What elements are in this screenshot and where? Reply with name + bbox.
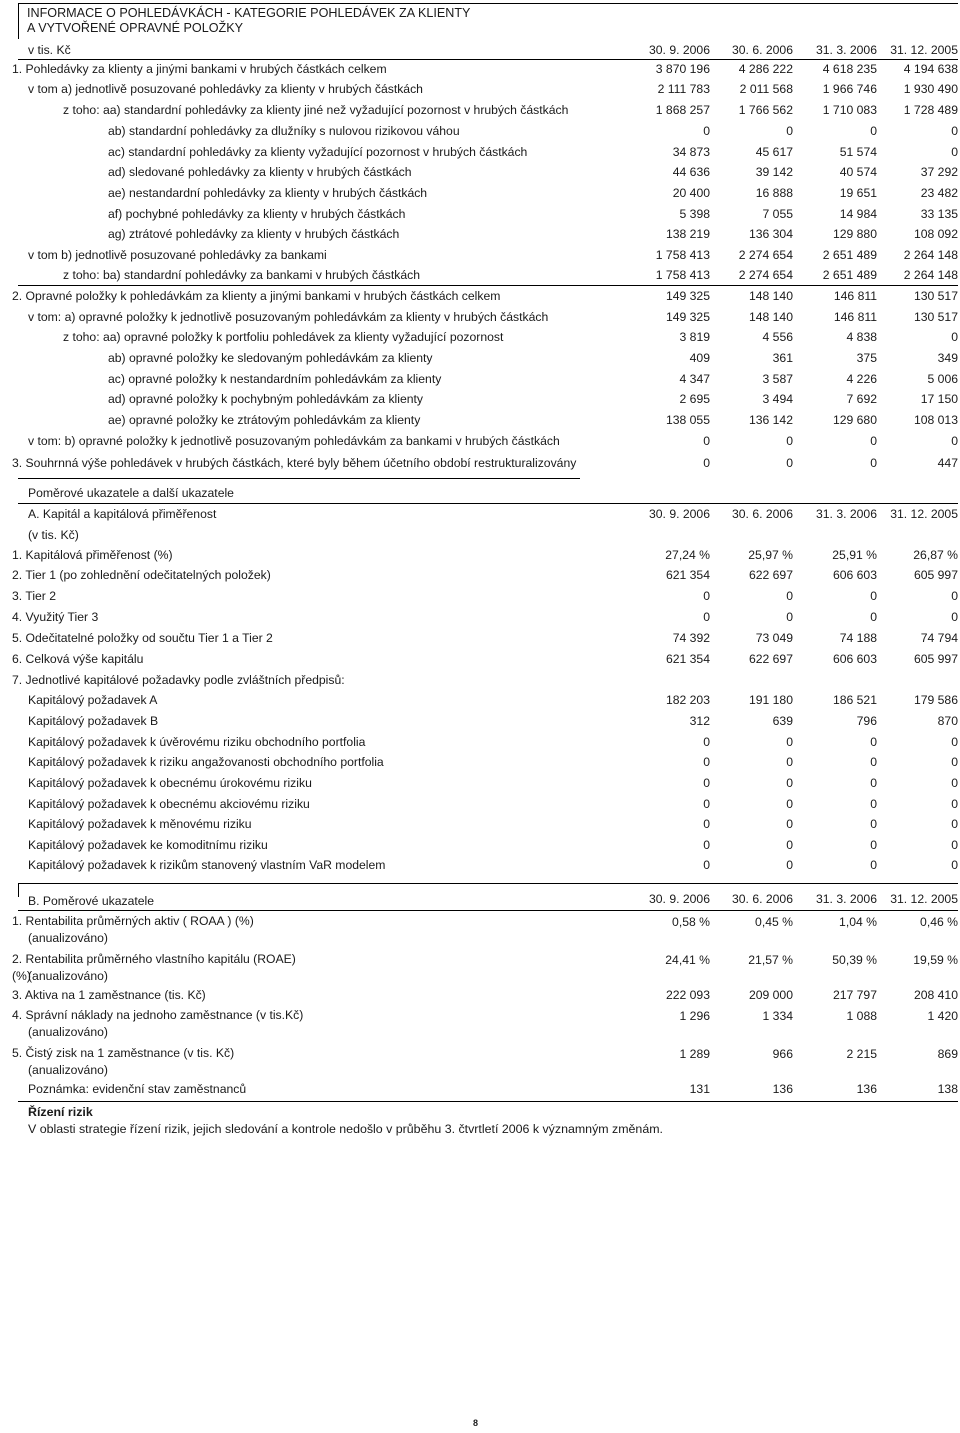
cell-value: 222 093	[665, 988, 710, 1002]
cell-value: 0	[951, 434, 958, 448]
row-label: 3. Tier 2	[12, 589, 57, 603]
capital-section-title-row	[0, 483, 960, 503]
cell-value: 138	[937, 1082, 958, 1096]
row-label: ab) opravné položky ke sledovaným pohledávkám za klienty	[108, 351, 433, 365]
row-label: ae) opravné položky ke ztrátovým pohledávkám za klienty	[108, 413, 421, 427]
row-label: z toho: ba) standardní pohledávky za bankami v hrubých částkách	[63, 268, 421, 282]
cell-value: 217 797	[832, 988, 877, 1002]
table-row	[0, 121, 960, 141]
cell-value: 136 304	[748, 227, 793, 241]
cell-value: 129 680	[832, 413, 877, 427]
unit-label: v tis. Kč	[28, 43, 71, 57]
table-row	[0, 912, 960, 948]
cell-value: 148 140	[748, 289, 793, 303]
table-row	[0, 245, 960, 265]
row-label: z toho: aa) opravné položky k portfoliu pohledávek za klienty vyžadující pozornost	[63, 330, 504, 344]
cell-value: 17 150	[920, 392, 958, 406]
cell-value: 312	[689, 714, 710, 728]
cell-value: 5 398	[679, 207, 710, 221]
row-label: v tom a) jednotlivě posuzované pohledávky za klienty v hrubých částkách	[28, 82, 423, 96]
table-row	[0, 773, 960, 793]
cell-value: 26,87 %	[913, 548, 958, 562]
row-label: Kapitálový požadavek k obecnému akciovému riziku	[28, 797, 310, 811]
table-row	[0, 453, 960, 473]
table-row	[0, 732, 960, 752]
cell-value: 0	[786, 838, 793, 852]
cell-value: 0	[703, 858, 710, 872]
cell-value: 0	[951, 145, 958, 159]
row-label-note: (anualizováno)	[28, 1025, 108, 1039]
cell-value: 3 819	[679, 330, 710, 344]
cell-value: 74 392	[672, 631, 710, 645]
column-header: 30. 6. 2006	[732, 892, 793, 906]
row-label: Kapitálový požadavek A	[28, 693, 158, 707]
cell-value: 0	[870, 456, 877, 470]
column-header: 31. 3. 2006	[816, 43, 877, 57]
cell-value: 74 188	[839, 631, 877, 645]
table-row	[0, 431, 960, 451]
cell-value: 1 088	[846, 1009, 877, 1023]
row-label: ab) standardní pohledávky za dlužníky s nulovou rizikovou váhou	[108, 124, 460, 138]
cell-value: 0	[786, 817, 793, 831]
table-row	[0, 327, 960, 347]
cell-value: 1 334	[762, 1009, 793, 1023]
cell-value: 0	[703, 610, 710, 624]
cell-value: 0	[951, 838, 958, 852]
table-row	[0, 183, 960, 203]
cell-value: 869	[937, 1047, 958, 1061]
cell-value: 186 521	[832, 693, 877, 707]
cell-value: 0	[870, 735, 877, 749]
cell-value: 0,58 %	[672, 915, 710, 929]
table-row	[0, 752, 960, 772]
cell-value: 605 997	[913, 652, 958, 666]
cell-value: 1 966 746	[822, 82, 877, 96]
cell-value: 3 587	[762, 372, 793, 386]
table-row	[0, 142, 960, 162]
cell-value: 361	[772, 351, 793, 365]
cell-value: 0	[786, 589, 793, 603]
cell-value: 4 618 235	[822, 62, 877, 76]
row-label-note: (anualizováno)	[28, 931, 108, 945]
cell-value: 149 325	[665, 310, 710, 324]
cell-value: 7 055	[762, 207, 793, 221]
table-row	[0, 670, 960, 690]
cell-value: 130 517	[913, 289, 958, 303]
row-label: ad) sledované pohledávky za klienty v hrubých částkách	[108, 165, 412, 179]
row-label: 2. Rentabilita průměrného vlastního kapitálu (ROAE) (%)	[12, 952, 296, 983]
cell-value: 4 838	[846, 330, 877, 344]
cell-value: 25,91 %	[832, 548, 877, 562]
cell-value: 1,04 %	[839, 915, 877, 929]
cell-value: 966	[772, 1047, 793, 1061]
cell-value: 639	[772, 714, 793, 728]
cell-value: 179 586	[913, 693, 958, 707]
cell-value: 2 111 783	[657, 82, 710, 96]
table-row	[0, 389, 960, 409]
row-label: 7. Jednotlivé kapitálové požadavky podle zvláštních předpisů:	[12, 673, 345, 687]
cell-value: 0	[703, 797, 710, 811]
cell-value: 7 692	[846, 392, 877, 406]
unit-label: (v tis. Kč)	[28, 528, 79, 542]
cell-value: 621 354	[665, 652, 710, 666]
capital-unit-row	[0, 525, 960, 545]
cell-value: 0	[703, 124, 710, 138]
cell-value: 209 000	[748, 988, 793, 1002]
row-label: 5. Odečitatelné položky od součtu Tier 1 a Tier 2	[12, 631, 273, 645]
column-header: 31. 12. 2005	[890, 892, 958, 906]
cell-value: 0	[786, 776, 793, 790]
cell-value: 0	[951, 735, 958, 749]
cell-value: 447	[937, 456, 958, 470]
table-row	[0, 410, 960, 430]
cell-value: 136	[856, 1082, 877, 1096]
table-row	[0, 1006, 960, 1042]
cell-value: 0,45 %	[755, 915, 793, 929]
cell-value: 136 142	[748, 413, 793, 427]
ratios-subtitle: B. Poměrové ukazatele	[28, 894, 155, 908]
column-header: 30. 9. 2006	[649, 43, 710, 57]
cell-value: 191 180	[748, 693, 793, 707]
cell-value: 605 997	[913, 568, 958, 582]
cell-value: 1 420	[927, 1009, 958, 1023]
row-label: ac) standardní pohledávky za klienty vyžadující pozornost v hrubých částkách	[108, 145, 528, 159]
cell-value: 148 140	[748, 310, 793, 324]
cell-value: 0	[786, 124, 793, 138]
cell-value: 0	[703, 817, 710, 831]
cell-value: 146 811	[833, 310, 877, 324]
row-label: ad) opravné položky k pochybným pohledávkám za klienty	[108, 392, 424, 406]
cell-value: 0	[951, 776, 958, 790]
cell-value: 37 292	[920, 165, 958, 179]
table-row	[0, 690, 960, 710]
table-row	[0, 79, 960, 99]
table-row	[0, 224, 960, 244]
cell-value: 24,41 %	[665, 953, 710, 967]
row-label: Kapitálový požadavek k úvěrovému riziku obchodního portfolia	[28, 735, 366, 749]
cell-value: 2 011 568	[739, 82, 793, 96]
cell-value: 21,57 %	[748, 953, 793, 967]
cell-value: 146 811	[833, 289, 877, 303]
cell-value: 0	[703, 838, 710, 852]
cell-value: 1 758 413	[655, 268, 710, 282]
column-header: 30. 6. 2006	[732, 43, 793, 57]
table-row	[0, 565, 960, 585]
cell-value: 1 868 257	[655, 103, 710, 117]
risk-title: Řízení rizik	[28, 1105, 93, 1119]
row-label: Kapitálový požadavek ke komoditnímu riziku	[28, 838, 268, 852]
cell-value: 0	[703, 434, 710, 448]
table-row	[0, 950, 960, 986]
row-label: 3. Souhrnná výše pohledávek v hrubých částkách, které byly během účetního období restrukturalizovány	[12, 456, 577, 470]
cell-value: 0	[703, 776, 710, 790]
cell-value: 870	[937, 714, 958, 728]
cell-value: 0	[951, 755, 958, 769]
row-label: ac) opravné položky k nestandardním pohledávkám za klienty	[108, 372, 442, 386]
table-row	[0, 711, 960, 731]
cell-value: 1 289	[679, 1047, 710, 1061]
row-label: 3. Aktiva na 1 zaměstnance (tis. Kč)	[12, 988, 206, 1002]
row-label: z toho: aa) standardní pohledávky za klienty jiné než vyžadující pozornost v hrubých částkách	[63, 103, 569, 117]
table-row	[0, 1079, 960, 1099]
row-label: v tom: a) opravné položky k jednotlivě posuzovaným pohledávkám za klienty v hrubých částkách	[28, 310, 549, 324]
cell-value: 50,39 %	[832, 953, 877, 967]
capital-subtitle: A. Kapitál a kapitálová přiměřenost	[28, 507, 217, 521]
cell-value: 0	[870, 124, 877, 138]
row-label: Poznámka: evidenční stav zaměstnanců	[28, 1082, 247, 1096]
row-label: Kapitálový požadavek k rizikům stanovený vlastním VaR modelem	[28, 858, 386, 872]
cell-value: 33 135	[920, 207, 958, 221]
cell-value: 4 556	[762, 330, 793, 344]
cell-value: 0	[870, 755, 877, 769]
cell-value: 4 286 222	[738, 62, 793, 76]
report-title-line2: A VYTVOŘENÉ OPRAVNÉ POLOŽKY	[27, 21, 244, 35]
cell-value: 138 055	[665, 413, 710, 427]
cell-value: 0	[870, 610, 877, 624]
cell-value: 2 651 489	[822, 268, 877, 282]
cell-value: 2 274 654	[738, 268, 793, 282]
cell-value: 606 603	[832, 652, 877, 666]
cell-value: 20 400	[672, 186, 710, 200]
cell-value: 1 930 490	[903, 82, 958, 96]
cell-value: 0	[786, 755, 793, 769]
row-label: af) pochybné pohledávky za klienty v hrubých částkách	[108, 207, 406, 221]
cell-value: 0	[951, 858, 958, 872]
report-title-line1: INFORMACE O POHLEDÁVKÁCH - KATEGORIE POHLEDÁVEK ZA KLIENTY	[27, 6, 471, 20]
cell-value: 0	[786, 858, 793, 872]
cell-value: 4 226	[846, 372, 877, 386]
cell-value: 409	[689, 351, 710, 365]
table-row	[0, 348, 960, 368]
table-row	[0, 586, 960, 606]
cell-value: 0	[951, 124, 958, 138]
cell-value: 4 194 638	[903, 62, 958, 76]
cell-value: 44 636	[672, 165, 710, 179]
cell-value: 45 617	[755, 145, 793, 159]
cell-value: 149 325	[665, 289, 710, 303]
divider	[18, 1101, 958, 1102]
row-label: 1. Pohledávky za klienty a jinými bankami v hrubých částkách celkem	[12, 62, 387, 76]
cell-value: 0	[786, 735, 793, 749]
column-header: 30. 9. 2006	[649, 892, 710, 906]
cell-value: 74 794	[920, 631, 958, 645]
section-title: Poměrové ukazatele a další ukazatele	[28, 486, 234, 500]
cell-value: 108 092	[913, 227, 958, 241]
cell-value: 73 049	[755, 631, 793, 645]
row-label-note: (anualizováno)	[28, 1063, 108, 1077]
cell-value: 182 203	[665, 693, 710, 707]
table-row	[0, 814, 960, 834]
table-row	[0, 985, 960, 1005]
cell-value: 3 870 196	[655, 62, 710, 76]
table-row	[0, 628, 960, 648]
cell-value: 1 710 083	[822, 103, 877, 117]
ratios-header-row	[0, 891, 960, 911]
row-label: Kapitálový požadavek B	[28, 714, 159, 728]
row-label: 6. Celková výše kapitálu	[12, 652, 144, 666]
cell-value: 0	[870, 589, 877, 603]
row-label: 4. Správní náklady na jednoho zaměstnance (v tis.Kč)	[12, 1008, 304, 1022]
cell-value: 375	[856, 351, 877, 365]
table-row	[0, 204, 960, 224]
column-header: 31. 3. 2006	[816, 507, 877, 521]
cell-value: 138 219	[665, 227, 710, 241]
cell-value: 4 347	[679, 372, 710, 386]
cell-value: 34 873	[672, 145, 710, 159]
cell-value: 0	[703, 456, 710, 470]
cell-value: 0	[786, 797, 793, 811]
cell-value: 19 651	[839, 186, 877, 200]
cell-value: 0	[951, 589, 958, 603]
cell-value: 108 013	[913, 413, 958, 427]
cell-value: 2 695	[679, 392, 710, 406]
cell-value: 51 574	[839, 145, 877, 159]
cell-value: 0	[951, 610, 958, 624]
receivables-header-row	[0, 40, 960, 60]
cell-value: 0	[951, 330, 958, 344]
cell-value: 0	[870, 817, 877, 831]
cell-value: 0	[951, 797, 958, 811]
row-label: Kapitálový požadavek k riziku angažovanosti obchodního portfolia	[28, 755, 384, 769]
table-row	[0, 794, 960, 814]
cell-value: 14 984	[839, 207, 877, 221]
report-header	[18, 3, 958, 39]
cell-value: 2 274 654	[738, 248, 793, 262]
cell-value: 0	[870, 797, 877, 811]
cell-value: 2 651 489	[822, 248, 877, 262]
cell-value: 0	[703, 735, 710, 749]
cell-value: 0	[870, 838, 877, 852]
column-header: 31. 3. 2006	[816, 892, 877, 906]
cell-value: 3 494	[762, 392, 793, 406]
cell-value: 130 517	[913, 310, 958, 324]
column-header: 31. 12. 2005	[890, 43, 958, 57]
table-row	[0, 545, 960, 565]
row-label: 5. Čistý zisk na 1 zaměstnance (v tis. Kč)	[12, 1046, 235, 1060]
table-row	[0, 835, 960, 855]
cell-value: 796	[856, 714, 877, 728]
row-label: 2. Opravné položky k pohledávkám za klienty a jinými bankami v hrubých částkách celkem	[12, 289, 501, 303]
cell-value: 622 697	[748, 568, 793, 582]
cell-value: 40 574	[839, 165, 877, 179]
cell-value: 0	[870, 434, 877, 448]
table-row	[0, 286, 960, 306]
cell-value: 0	[951, 817, 958, 831]
cell-value: 131	[689, 1082, 710, 1096]
row-label: v tom b) jednotlivě posuzované pohledávky za bankami	[28, 248, 327, 262]
cell-value: 208 410	[913, 988, 958, 1002]
column-header: 30. 6. 2006	[732, 507, 793, 521]
row-label-note: (anualizováno)	[28, 969, 108, 983]
cell-value: 25,97 %	[748, 548, 793, 562]
table-row	[0, 100, 960, 120]
cell-value: 0	[870, 858, 877, 872]
divider	[18, 910, 958, 911]
cell-value: 2 264 148	[903, 248, 958, 262]
cell-value: 0	[786, 610, 793, 624]
column-header: 31. 12. 2005	[890, 507, 958, 521]
cell-value: 27,24 %	[665, 548, 710, 562]
cell-value: 0,46 %	[920, 915, 958, 929]
cell-value: 349	[937, 351, 958, 365]
cell-value: 136	[772, 1082, 793, 1096]
divider	[18, 478, 580, 479]
cell-value: 622 697	[748, 652, 793, 666]
cell-value: 0	[703, 755, 710, 769]
cell-value: 606 603	[832, 568, 877, 582]
table-row	[0, 307, 960, 327]
cell-value: 1 296	[679, 1009, 710, 1023]
column-header: 30. 9. 2006	[649, 507, 710, 521]
row-label: Kapitálový požadavek k obecnému úrokovému riziku	[28, 776, 312, 790]
row-label: v tom: b) opravné položky k jednotlivě posuzovaným pohledávkám za bankami v hrubých částkách	[28, 434, 560, 448]
cell-value: 0	[703, 589, 710, 603]
cell-value: 129 880	[832, 227, 877, 241]
row-label: 2. Tier 1 (po zohlednění odečitatelných položek)	[12, 568, 271, 582]
table-row	[0, 162, 960, 182]
cell-value: 1 758 413	[655, 248, 710, 262]
cell-value: 5 006	[927, 372, 958, 386]
row-label: ae) nestandardní pohledávky za klienty v hrubých částkách	[108, 186, 428, 200]
cell-value: 621 354	[665, 568, 710, 582]
table-row	[0, 607, 960, 627]
table-row	[0, 369, 960, 389]
capital-header-row	[0, 504, 960, 524]
table-row	[0, 265, 960, 285]
cell-value: 1 766 562	[738, 103, 793, 117]
cell-value: 19,59 %	[913, 953, 958, 967]
cell-value: 0	[870, 776, 877, 790]
cell-value: 1 728 489	[903, 103, 958, 117]
cell-value: 0	[786, 456, 793, 470]
cell-value: 2 215	[846, 1047, 877, 1061]
row-label: 1. Rentabilita průměrných aktiv ( ROAA ) (%)	[12, 914, 254, 928]
cell-value: 2 264 148	[903, 268, 958, 282]
risk-text: V oblasti strategie řízení rizik, jejich sledování a kontrole nedošlo v průběhu 3. čtvrtletí 2006 k významným změnám.	[28, 1122, 663, 1136]
table-row	[0, 649, 960, 669]
row-label: 4. Využitý Tier 3	[12, 610, 99, 624]
table-row	[0, 59, 960, 79]
row-label: 1. Kapitálová přiměřenost (%)	[12, 548, 173, 562]
row-label: ag) ztrátové pohledávky za klienty v hrubých částkách	[108, 227, 400, 241]
page-number: 8	[473, 1418, 479, 1428]
cell-value: 39 142	[755, 165, 793, 179]
table-row	[0, 1044, 960, 1080]
table-row	[0, 855, 960, 875]
cell-value: 0	[786, 434, 793, 448]
divider	[18, 883, 958, 884]
row-label: Kapitálový požadavek k měnovému riziku	[28, 817, 252, 831]
cell-value: 23 482	[920, 186, 958, 200]
cell-value: 16 888	[755, 186, 793, 200]
